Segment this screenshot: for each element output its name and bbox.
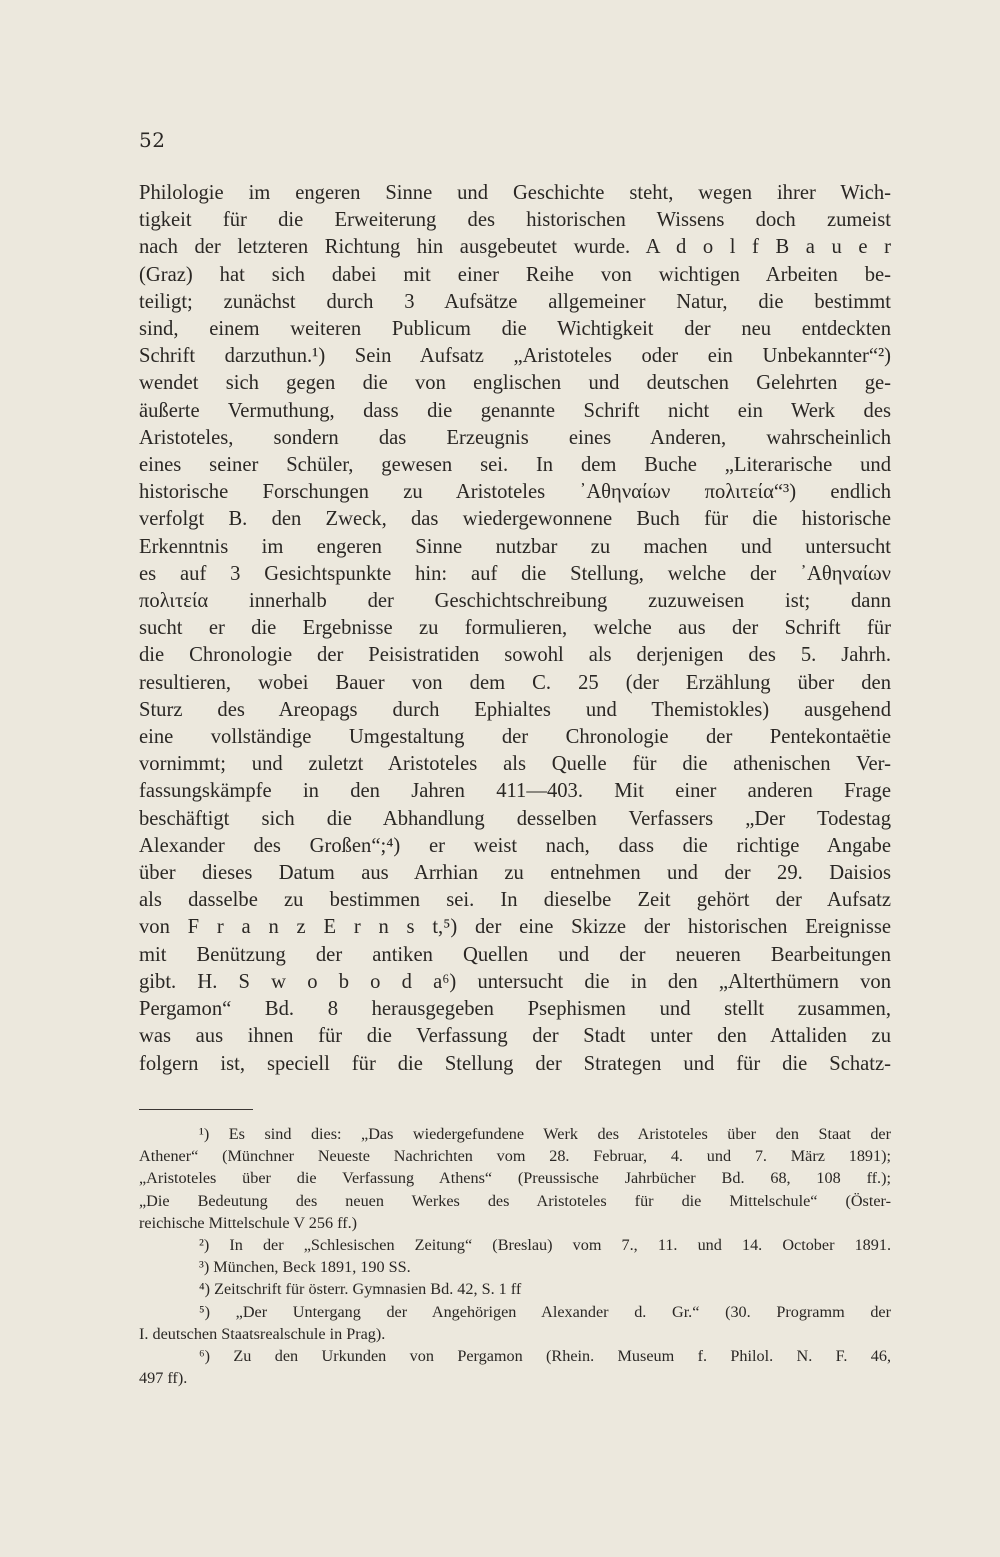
body-line: wendet sich gegen die von englischen und deutschen Gelehrten ge- [139, 372, 891, 395]
footnote-line: reichische Mittelschule V 256 ff.) [139, 1213, 358, 1232]
footnote-line: Athener“ (Münchner Neueste Nachrichten vom 28. Februar, 4. und 7. März 1891); [139, 1147, 891, 1166]
body-line: die Chronologie der Peisistratiden sowohl als derjenigen des 5. Jahrh. [139, 644, 891, 667]
body-line: eines seiner Schüler, gewesen sei. In dem Buche „Literarische und [139, 454, 891, 477]
body-line: äußerte Vermuthung, dass die genannte Schrift nicht ein Werk des [139, 399, 891, 422]
footnote-line: ¹) Es sind dies: „Das wiedergefundene Werk des Aristoteles über den Staat der [199, 1125, 891, 1143]
body-line: von F r a n z E r n s t,⁵) der eine Skizze der historischen Ereignisse [139, 916, 891, 939]
footnote-line: I. deutschen Staatsrealschule in Prag). [139, 1324, 386, 1343]
body-line: Sturz des Areopags durch Ephialtes und Themistokles) ausgehend [139, 698, 891, 721]
body-line: fassungskämpfe in den Jahren 411—403. Mit einer anderen Frage [139, 780, 891, 803]
body-line: was aus ihnen für die Verfassung der Stadt unter den Attaliden zu [139, 1025, 891, 1048]
footnote-line: ⁶) Zu den Urkunden von Pergamon (Rhein. Museum f. Philol. N. F. 46, [199, 1347, 891, 1366]
body-line: eine vollständige Umgestaltung der Chronologie der Pentekontaëtie [139, 726, 891, 749]
body-line: nach der letzteren Richtung hin ausgebeutet wurde. A d o l f B a u e r [139, 236, 891, 259]
body-line: tigkeit für die Erweiterung des historischen Wissens doch zumeist [139, 209, 891, 232]
body-line: πολιτεία innerhalb der Geschichtschreibung zuzuweisen ist; dann [139, 590, 891, 613]
body-line: Schrift darzuthun.¹) Sein Aufsatz „Aristoteles oder ein Unbekannter“²) [139, 345, 891, 368]
body-line: historische Forschungen zu Aristoteles ᾿Αθηναίων πολιτεία“³) endlich [139, 481, 891, 504]
footnote-line: „Aristoteles über die Verfassung Athens“ (Preussische Jahrbücher Bd. 68, 108 ff.); [139, 1169, 891, 1188]
footnote-line: ²) In der „Schlesischen Zeitung“ (Breslau) vom 7., 11. und 14. October 1891. [199, 1236, 891, 1255]
footnote-line: ⁵) „Der Untergang der Angehörigen Alexander d. Gr.“ (30. Programm der [199, 1302, 891, 1321]
body-line: als dasselbe zu bestimmen sei. In dieselbe Zeit gehört der Aufsatz [139, 889, 891, 912]
body-line: folgern ist, speciell für die Stellung der Strategen und für die Schatz- [139, 1052, 891, 1075]
body-line: sucht er die Ergebnisse zu formulieren, welche aus der Schrift für [139, 617, 891, 640]
footnote-line: 497 ff). [139, 1369, 188, 1388]
body-line: (Graz) hat sich dabei mit einer Reihe von wichtigen Arbeiten be- [139, 263, 891, 286]
body-line: Aristoteles, sondern das Erzeugnis eines Anderen, wahrscheinlich [139, 426, 891, 449]
body-line: Erkenntnis im engeren Sinne nutzbar zu machen und untersucht [139, 535, 891, 558]
body-line: beschäftigt sich die Abhandlung desselben Verfassers „Der Todestag [139, 807, 891, 830]
footnote-line: ³) München, Beck 1891, 190 SS. [199, 1258, 411, 1277]
body-line: teiligt; zunächst durch 3 Aufsätze allgemeiner Natur, die bestimmt [139, 290, 891, 313]
body-line: Alexander des Großen“;⁴) er weist nach, dass die richtige Angabe [139, 834, 891, 857]
body-line: vornimmt; und zuletzt Aristoteles als Quelle für die athenischen Ver- [139, 753, 891, 776]
footnote-rule [139, 1109, 253, 1110]
body-line: mit Benützung der antiken Quellen und der neueren Bearbeitungen [139, 943, 891, 966]
body-line: Philologie im engeren Sinne und Geschichte steht, wegen ihrer Wich- [139, 182, 891, 204]
footnote-line: ⁴) Zeitschrift für österr. Gymnasien Bd. 42, S. 1 ff [199, 1280, 522, 1299]
body-text [139, 180, 891, 1078]
footnotes [139, 1123, 891, 1389]
body-line: über dieses Datum aus Arrhian zu entnehmen und der 29. Daisios [139, 862, 891, 885]
body-line: es auf 3 Gesichtspunkte hin: auf die Stellung, welche der ᾿Αθηναίων [139, 562, 891, 585]
footnote-line: „Die Bedeutung des neuen Werkes des Aristoteles für die Mittelschule“ (Öster- [139, 1191, 891, 1210]
page-number: 52 [139, 128, 166, 152]
body-line: verfolgt B. den Zweck, das wiedergewonnene Buch für die historische [139, 508, 891, 531]
body-line: Pergamon“ Bd. 8 herausgegeben Psephismen und stellt zusammen, [139, 998, 891, 1021]
body-line: gibt. H. S w o b o d a⁶) untersucht die in den „Alterthümern von [139, 970, 891, 993]
body-line: resultieren, wobei Bauer von dem C. 25 (der Erzählung über den [139, 671, 891, 694]
body-line: sind, einem weiteren Publicum die Wichtigkeit der neu entdeckten [139, 318, 891, 341]
